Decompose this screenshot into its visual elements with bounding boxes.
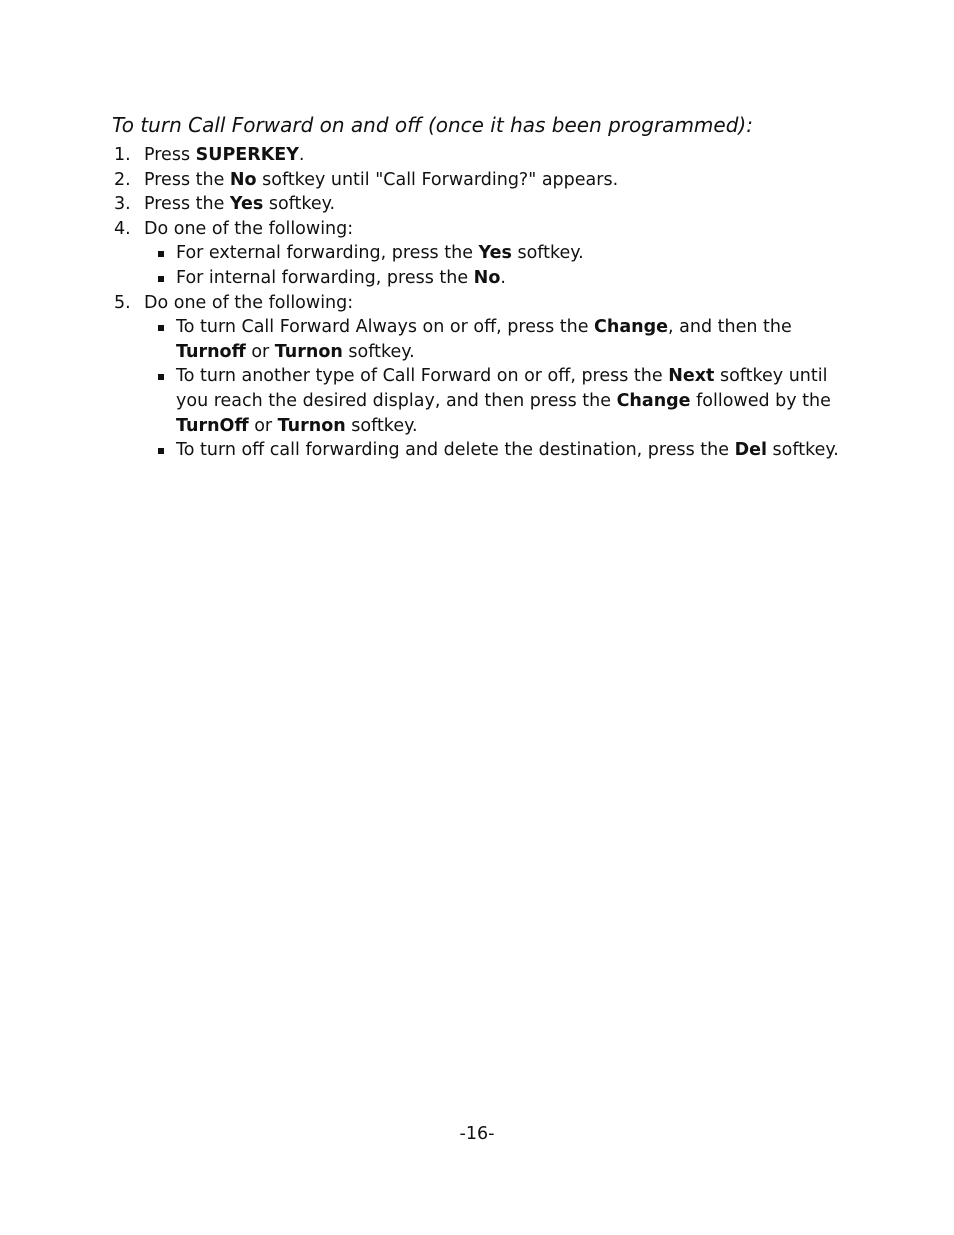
key-name: Change <box>594 317 669 338</box>
key-name: Turnon <box>277 415 346 436</box>
list-item <box>144 266 852 291</box>
key-name: Turnon <box>274 341 343 362</box>
key-name: Change <box>616 390 691 411</box>
step-text: softkey until "Call Forwarding?" appears. <box>256 169 619 190</box>
sub-options-list <box>144 315 852 463</box>
step-number: 1. <box>114 145 131 165</box>
step-text: Do one of the following: <box>144 292 354 313</box>
square-bullet-icon <box>158 251 164 257</box>
key-name: Yes <box>229 194 264 215</box>
step-number: 5. <box>114 292 131 313</box>
step-text: Press the <box>144 194 230 215</box>
list-item <box>144 241 852 266</box>
bullet-text: To turn Call Forward Always on or off, press the <box>176 317 595 338</box>
page-number: -16- <box>459 1124 495 1144</box>
bullet-text: or <box>248 415 278 436</box>
step-1 <box>112 143 852 168</box>
list-item <box>144 438 852 463</box>
key-name: Turnoff <box>176 341 246 362</box>
bullet-text: To turn off call forwarding and delete the destination, press the <box>176 440 735 461</box>
step-4 <box>112 217 852 291</box>
list-item <box>144 364 852 438</box>
bullet-text: . <box>500 267 506 288</box>
bullet-text: , and then the <box>668 317 792 338</box>
bullet-text: softkey. <box>766 440 839 461</box>
key-name: SUPERKEY <box>195 145 299 165</box>
step-text: Press the <box>144 169 230 190</box>
square-bullet-icon <box>158 374 164 380</box>
bullet-text: softkey. <box>342 341 415 362</box>
step-number: 3. <box>114 194 131 215</box>
step-5 <box>112 291 852 463</box>
bullet-text: For internal forwarding, press the <box>176 267 474 288</box>
bullet-text: softkey until you reach the desired display, and then press the <box>176 366 828 411</box>
step-number: 2. <box>114 169 131 190</box>
key-name: No <box>229 169 257 190</box>
key-name: Next <box>668 366 715 387</box>
key-name: TurnOff <box>176 415 249 436</box>
section-heading: To turn Call Forward on and off (once it has been programmed): <box>112 113 753 137</box>
key-name: Del <box>734 440 767 461</box>
list-item <box>144 315 852 364</box>
step-number: 4. <box>114 218 131 239</box>
bullet-text: followed by the <box>690 390 831 411</box>
step-text: . <box>298 145 305 165</box>
square-bullet-icon <box>158 276 164 282</box>
step-2 <box>112 168 852 193</box>
bullet-text: softkey. <box>511 243 584 264</box>
bullet-text: softkey. <box>345 415 418 436</box>
key-name: No <box>473 267 501 288</box>
bullet-text: or <box>245 341 275 362</box>
step-text: Do one of the following: <box>144 218 354 239</box>
square-bullet-icon <box>158 325 164 331</box>
bullet-text: For external forwarding, press the <box>176 243 479 264</box>
steps-list <box>112 143 852 463</box>
sub-options-list <box>144 241 852 290</box>
square-bullet-icon <box>158 448 164 454</box>
step-text: softkey. <box>263 194 336 215</box>
step-3 <box>112 192 852 217</box>
step-text: Press <box>144 145 196 165</box>
bullet-text: To turn another type of Call Forward on or off, press the <box>176 366 669 387</box>
key-name: Yes <box>478 243 512 264</box>
